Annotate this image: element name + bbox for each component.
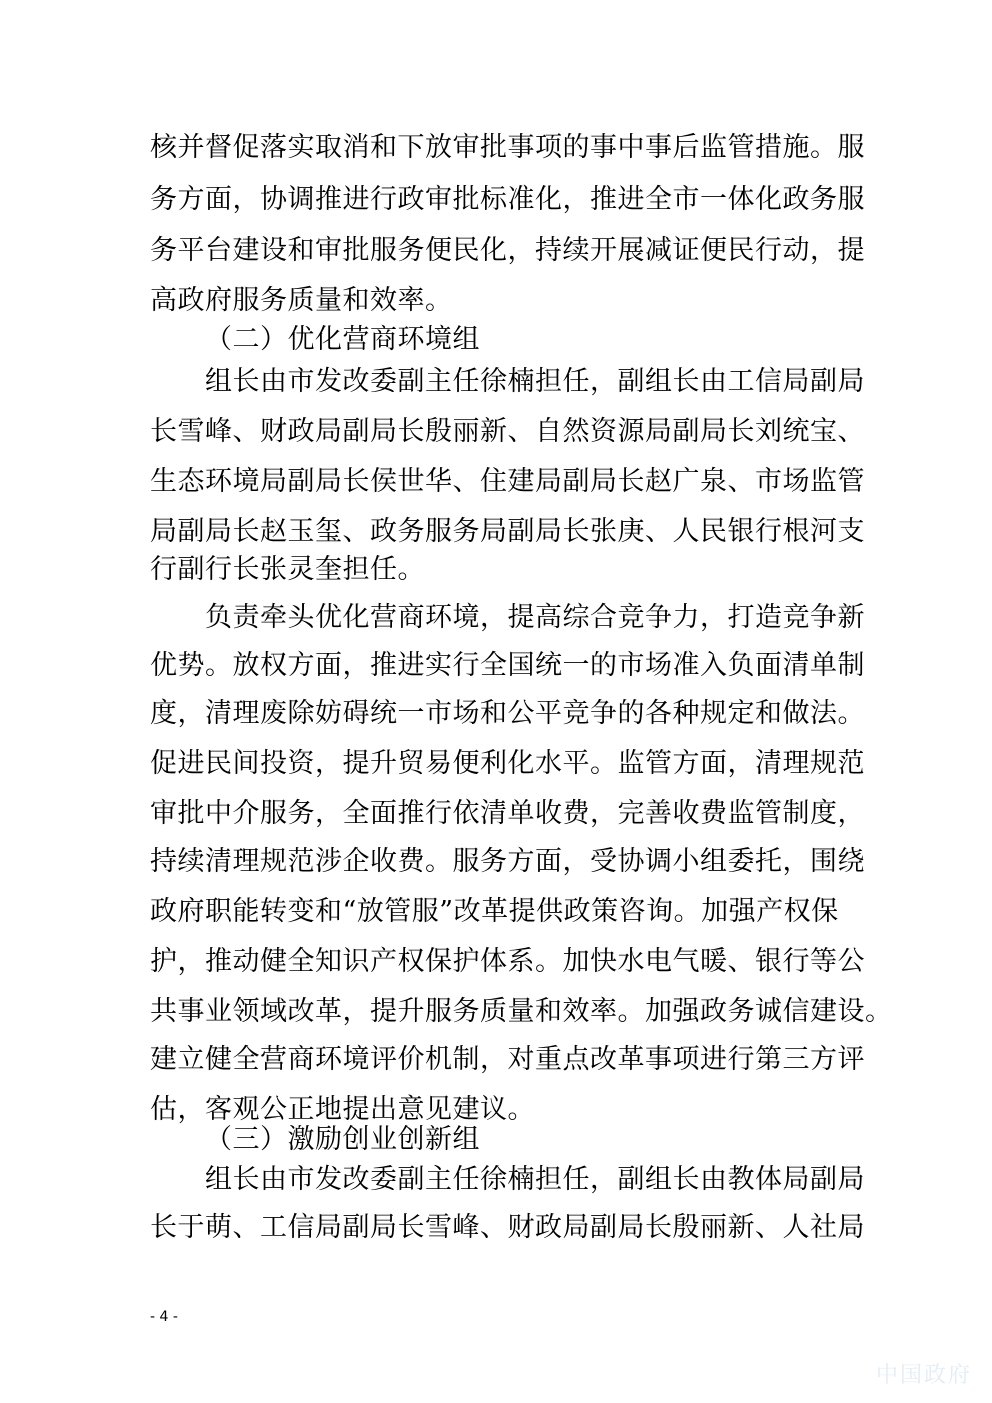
text-line: 长于萌、工信局副局长雪峰、财政局副局长殷丽新、人社局 [150,1212,865,1243]
section-heading-2: （二）优化营商环境组 [205,324,480,355]
text-line: 组长由市发改委副主任徐楠担任，副组长由教体局副局 [205,1164,865,1195]
text-line: 负责牵头优化营商环境，提高综合竞争力，打造竞争新 [205,602,865,633]
text-line: 局副局长赵玉玺、政务服务局副局长张庚、人民银行根河支 [150,516,865,547]
text-line: 促进民间投资，提升贸易便利化水平。监管方面，清理规范 [150,748,865,779]
text-line: 核并督促落实取消和下放审批事项的事中事后监管措施。服 [150,132,865,163]
text-line: 建立健全营商环境评价机制，对重点改革事项进行第三方评 [150,1044,865,1075]
text-line: 优势。放权方面，推进实行全国统一的市场准入负面清单制 [150,650,865,681]
text-line: 估，客观公正地提出意见建议。 [150,1094,535,1125]
text-line: 生态环境局副局长侯世华、住建局副局长赵广泉、市场监管 [150,466,865,497]
text-line: 护，推动健全知识产权保护体系。加快水电气暖、银行等公 [150,946,865,977]
text-line: 务方面，协调推进行政审批标准化，推进全市一体化政务服 [150,184,865,215]
text-line: 高政府服务质量和效率。 [150,285,453,316]
text-line: 共事业领域改革，提升服务质量和效率。加强政务诚信建设。 [150,996,893,1027]
section-heading-3: （三）激励创业创新组 [205,1124,480,1155]
text-line: 审批中介服务，全面推行依清单收费，完善收费监管制度， [150,798,865,829]
text-line: 持续清理规范涉企收费。服务方面，受协调小组委托，围绕 [150,846,865,877]
text-line: 务平台建设和审批服务便民化，持续开展减证便民行动，提 [150,235,865,266]
text-line: 组长由市发改委副主任徐楠担任，副组长由工信局副局 [205,366,865,397]
page-number: - 4 - [150,1309,178,1325]
text-line: 行副行长张灵奎担任。 [150,554,425,585]
watermark: 中国政府 [875,1363,972,1388]
text-line: 长雪峰、财政局副局长殷丽新、自然资源局副局长刘统宝、 [150,416,865,447]
text-line: 度，清理废除妨碍统一市场和公平竞争的各种规定和做法。 [150,698,865,729]
text-line: 政府职能转变和“放管服”改革提供政策咨询。加强产权保 [150,896,839,927]
